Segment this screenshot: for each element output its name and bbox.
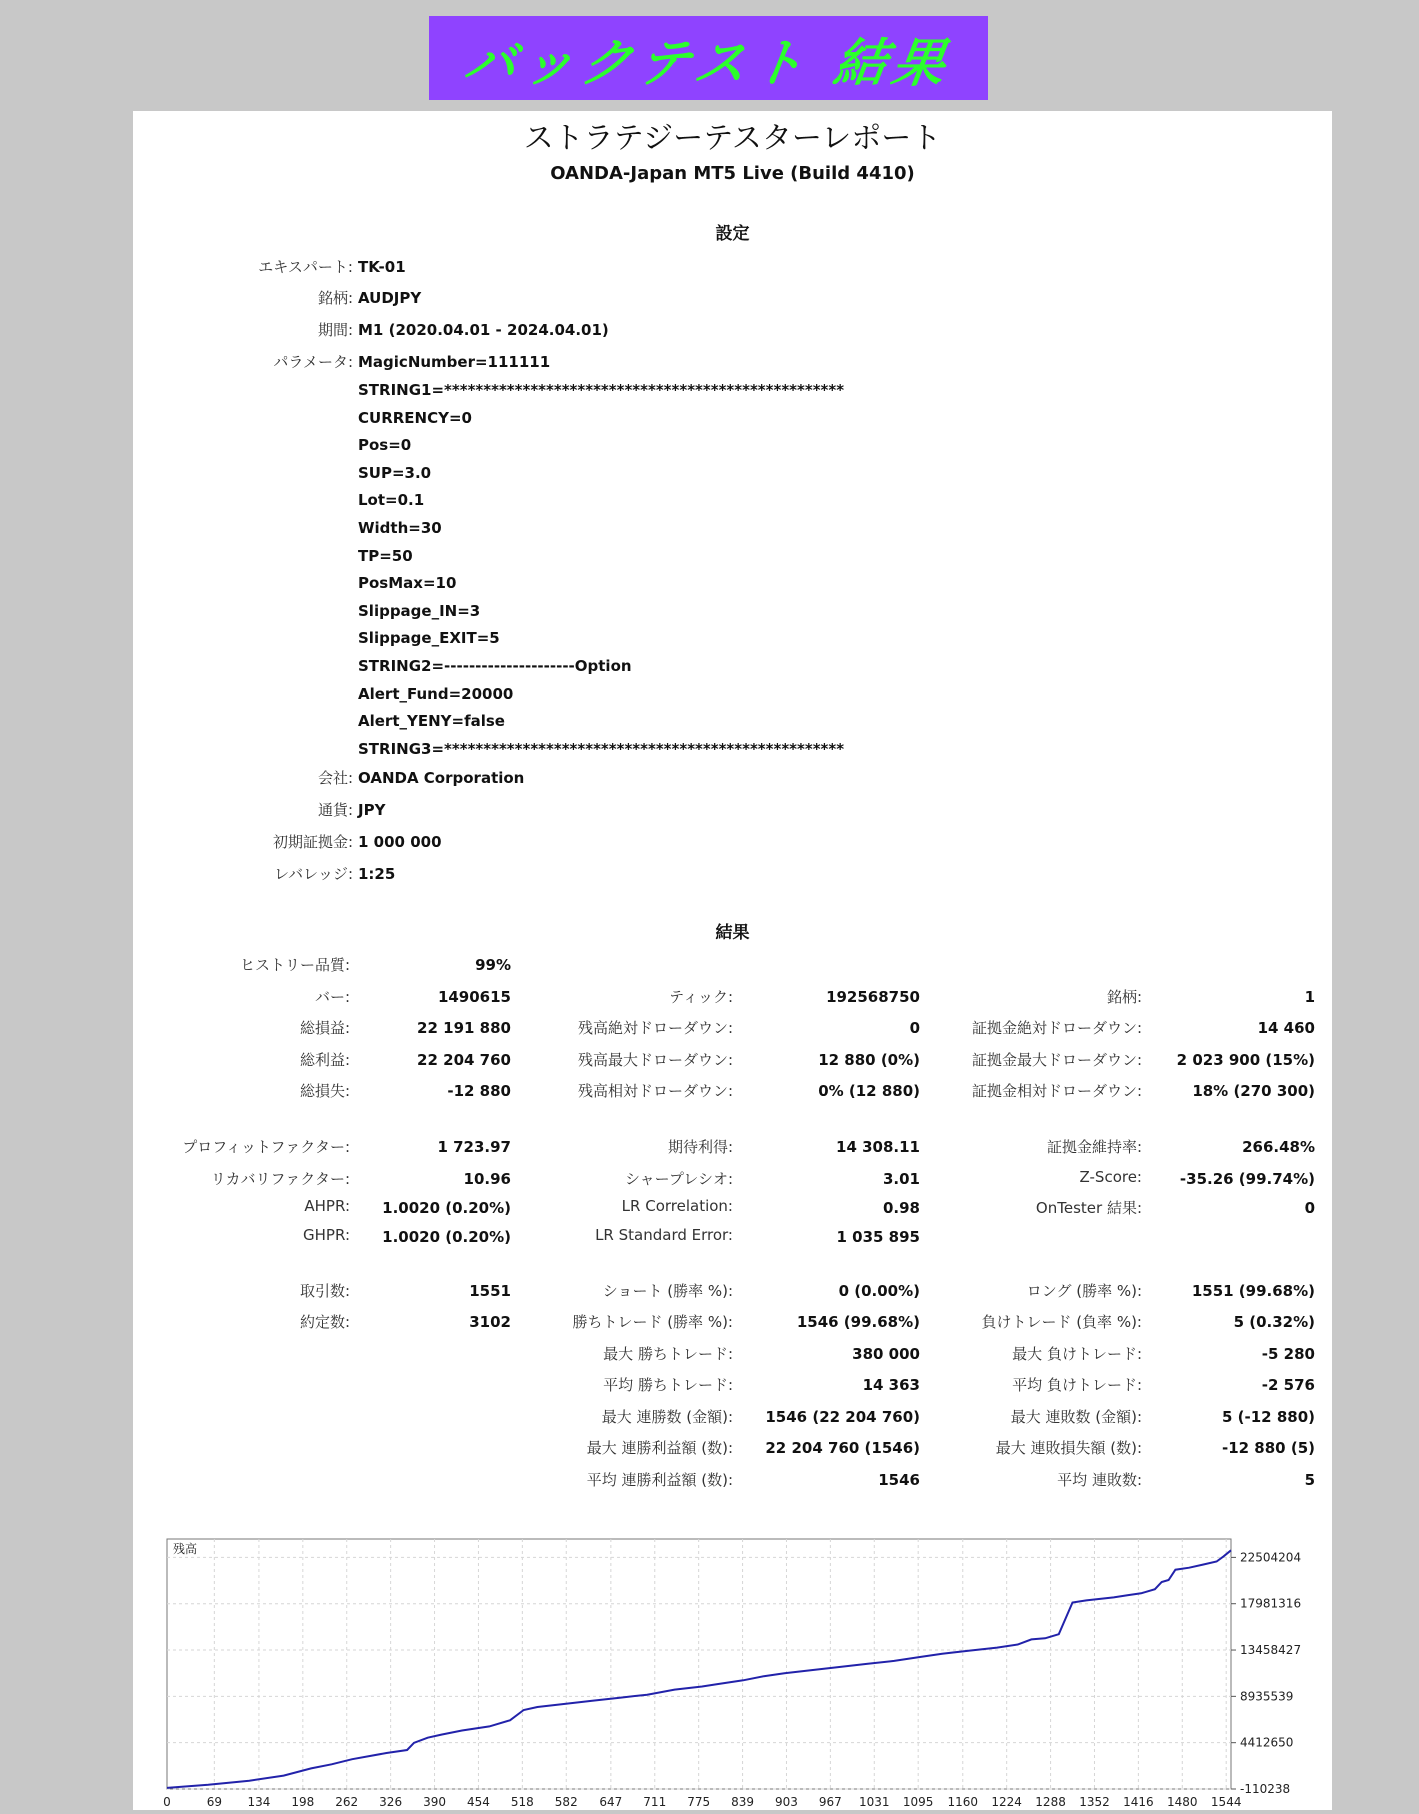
x-tick-label: 69 [206, 1795, 222, 1809]
parameter-line: STRING1=*************************************************** [358, 381, 845, 399]
result-label: 平均 連敗数: [1057, 1471, 1142, 1489]
x-tick-label: 711 [643, 1795, 667, 1809]
parameter-line: Width=30 [358, 519, 442, 537]
result-label: ティック: [669, 988, 733, 1006]
report-subtitle: OANDA-Japan MT5 Live (Build 4410) [550, 163, 915, 184]
result-value: 22 204 760 (1546) [765, 1439, 920, 1457]
result-value: 1546 (99.68%) [796, 1313, 920, 1331]
parameter-line: Lot=0.1 [358, 491, 425, 510]
banner-title: バックテスト 結果 [460, 33, 955, 94]
result-label: 総利益: [299, 1051, 350, 1069]
result-label: LR Standard Error: [595, 1226, 733, 1244]
x-tick-label: 839 [731, 1795, 755, 1809]
x-tick-label: 1544 [1210, 1795, 1242, 1809]
result-label: 取引数: [299, 1282, 350, 1300]
result-label: 負けトレード (負率 %): [981, 1313, 1142, 1331]
setting-value: 1 000 000 [358, 833, 442, 851]
result-label: 総損益: [299, 1019, 350, 1037]
x-tick-label: 1160 [947, 1795, 979, 1809]
parameter-line: TP=50 [358, 546, 413, 565]
result-value: 99% [475, 956, 511, 974]
result-value: 14 308.11 [836, 1138, 920, 1156]
result-value: -5 280 [1261, 1345, 1315, 1363]
result-value: 0 [1304, 1199, 1315, 1217]
result-label: 証拠金最大ドローダウン: [971, 1051, 1142, 1069]
parameter-line: Slippage_EXIT=5 [358, 629, 500, 648]
x-tick-label: 454 [466, 1795, 490, 1809]
result-value: 1490615 [437, 988, 511, 1006]
setting-label: パラメータ: [273, 353, 353, 371]
x-tick-label: 0 [163, 1795, 171, 1809]
result-value: 5 (-12 880) [1221, 1408, 1315, 1426]
x-tick-label: 198 [291, 1795, 315, 1809]
result-value: 1 [1304, 988, 1315, 1006]
setting-value: TK-01 [358, 258, 406, 276]
result-label: 総損失: [299, 1082, 350, 1100]
x-tick-label: 262 [335, 1795, 359, 1809]
result-value: 1546 (22 204 760) [765, 1408, 920, 1426]
result-label: 平均 勝ちトレード: [603, 1376, 733, 1394]
result-value: 3.01 [882, 1170, 920, 1188]
setting-label: エキスパート: [258, 258, 353, 276]
result-label: GHPR: [303, 1226, 350, 1244]
result-value: 1.0020 (0.20%) [382, 1199, 511, 1217]
result-label: 最大 連勝利益額 (数): [586, 1439, 733, 1457]
x-tick-label: 1288 [1035, 1795, 1066, 1809]
result-value: 22 204 760 [417, 1051, 511, 1069]
result-label: 最大 負けトレード: [1012, 1345, 1142, 1363]
x-tick-label: 1480 [1167, 1795, 1198, 1809]
result-label: 証拠金絶対ドローダウン: [971, 1019, 1142, 1037]
result-label: OnTester 結果: [1035, 1199, 1142, 1217]
x-tick-label: 134 [247, 1795, 271, 1809]
result-value: -2 576 [1261, 1376, 1315, 1394]
result-value: 12 880 (0%) [818, 1051, 920, 1069]
results-heading: 結果 [715, 923, 750, 943]
setting-label: 銘柄: [317, 289, 353, 307]
result-label: 最大 連敗損失額 (数): [995, 1439, 1142, 1457]
result-value: 0 [909, 1019, 920, 1037]
report-title: ストラテジーテスターレポート [523, 121, 942, 156]
parameter-line: Alert_Fund=20000 [358, 684, 514, 703]
x-tick-label: 518 [510, 1795, 534, 1809]
result-label: 最大 連敗数 (金額): [1010, 1408, 1142, 1426]
y-tick-label: 8935539 [1240, 1689, 1294, 1704]
result-label: 最大 勝ちトレード: [603, 1345, 733, 1363]
y-tick-label: 13458427 [1240, 1643, 1302, 1658]
result-label: 残高絶対ドローダウン: [577, 1019, 733, 1037]
parameter-line: Pos=0 [358, 436, 412, 455]
result-label: 残高相対ドローダウン: [577, 1082, 733, 1100]
balance-chart-svg [133, 1529, 1332, 1810]
balance-chart [133, 1529, 1332, 1810]
result-value: 0.98 [882, 1199, 920, 1217]
result-label: Z-Score: [1079, 1168, 1142, 1186]
x-tick-label: 775 [687, 1795, 711, 1809]
result-label: AHPR: [304, 1197, 350, 1215]
parameter-line: STRING3=*************************************************** [358, 739, 845, 758]
result-value: 1546 [878, 1471, 920, 1489]
result-label: 期待利得: [667, 1138, 733, 1156]
setting-label: 初期証拠金: [272, 833, 353, 851]
result-value: 266.48% [1242, 1138, 1315, 1156]
x-tick-label: 1352 [1079, 1795, 1110, 1809]
result-label: 平均 連勝利益額 (数): [586, 1471, 733, 1489]
x-tick-label: 390 [423, 1795, 446, 1809]
result-value: 1551 (99.68%) [1191, 1282, 1315, 1300]
setting-value: MagicNumber=111111 [358, 353, 551, 371]
result-label: シャープレシオ: [624, 1170, 733, 1188]
setting-value: JPY [358, 801, 386, 819]
result-value: 14 363 [862, 1376, 920, 1394]
chart-title: 残高 [173, 1542, 198, 1556]
result-label: 証拠金相対ドローダウン: [971, 1082, 1142, 1100]
report-page [133, 111, 1332, 1810]
result-value: 1.0020 (0.20%) [382, 1228, 511, 1246]
parameter-line: SUP=3.0 [358, 463, 432, 482]
x-tick-label: 326 [379, 1795, 403, 1809]
result-label: プロフィットファクター: [182, 1138, 350, 1156]
result-label: 銘柄: [1106, 988, 1142, 1006]
setting-label: レバレッジ: [274, 865, 353, 883]
result-label: ロング (勝率 %): [1026, 1282, 1142, 1300]
setting-label: 会社: [317, 769, 353, 787]
setting-value: OANDA Corporation [358, 769, 525, 787]
result-value: 1 723.97 [437, 1138, 511, 1156]
result-value: 5 [1304, 1471, 1315, 1489]
banner [429, 16, 988, 100]
result-value: 1551 [469, 1282, 511, 1300]
x-tick-label: 1416 [1123, 1795, 1154, 1809]
result-label: 約定数: [299, 1313, 350, 1331]
result-value: 0% (12 880) [818, 1082, 920, 1100]
x-tick-label: 1224 [991, 1795, 1022, 1809]
settings-heading: 設定 [715, 224, 750, 244]
setting-value: 1:25 [358, 865, 396, 883]
result-value: 192568750 [826, 988, 920, 1006]
result-label: 残高最大ドローダウン: [577, 1051, 733, 1069]
result-value: 2 023 900 (15%) [1176, 1051, 1315, 1069]
setting-label: 通貨: [317, 801, 353, 819]
result-value: 3102 [469, 1313, 511, 1331]
y-tick-label: 4412650 [1240, 1735, 1294, 1750]
setting-label: 期間: [317, 321, 353, 339]
setting-value: M1 (2020.04.01 - 2024.04.01) [358, 321, 609, 339]
result-value: 1 035 895 [836, 1228, 920, 1246]
parameter-line: Slippage_IN=3 [358, 601, 481, 620]
result-label: 勝ちトレード (勝率 %): [572, 1313, 733, 1331]
parameter-line: PosMax=10 [358, 574, 457, 593]
result-label: 最大 連勝数 (金額): [601, 1408, 733, 1426]
result-value: -12 880 [447, 1082, 511, 1100]
result-label: バー: [314, 988, 350, 1006]
result-label: リカバリファクター: [210, 1170, 350, 1188]
result-value: -12 880 (5) [1221, 1439, 1315, 1457]
result-label: LR Correlation: [621, 1197, 733, 1215]
result-label: 証拠金維持率: [1046, 1138, 1142, 1156]
result-value: 5 (0.32%) [1233, 1313, 1315, 1331]
result-value: 22 191 880 [417, 1019, 511, 1037]
x-tick-label: 967 [818, 1795, 842, 1809]
result-value: 10.96 [463, 1170, 511, 1188]
x-tick-label: 582 [554, 1795, 578, 1809]
result-value: 14 460 [1257, 1019, 1315, 1037]
result-value: 380 000 [852, 1345, 920, 1363]
parameter-line: STRING2=---------------------Option [358, 657, 632, 675]
x-tick-label: 647 [599, 1795, 623, 1809]
x-tick-label: 903 [775, 1795, 798, 1809]
y-tick-label: 17981316 [1240, 1596, 1302, 1611]
setting-value: AUDJPY [358, 289, 422, 307]
parameter-line: CURRENCY=0 [358, 408, 472, 427]
result-label: 平均 負けトレード: [1012, 1376, 1142, 1394]
y-tick-label: -110238 [1240, 1782, 1291, 1796]
y-tick-label: 22504204 [1240, 1550, 1302, 1565]
x-tick-label: 1095 [902, 1795, 934, 1809]
parameter-line: Alert_YENY=false [358, 712, 505, 731]
x-tick-label: 1031 [859, 1795, 890, 1809]
result-value: 18% (270 300) [1192, 1082, 1315, 1100]
result-label: ヒストリー品質: [239, 956, 350, 974]
result-value: -35.26 (99.74%) [1179, 1170, 1315, 1188]
result-label: ショート (勝率 %): [602, 1282, 733, 1300]
result-value: 0 (0.00%) [838, 1282, 920, 1300]
